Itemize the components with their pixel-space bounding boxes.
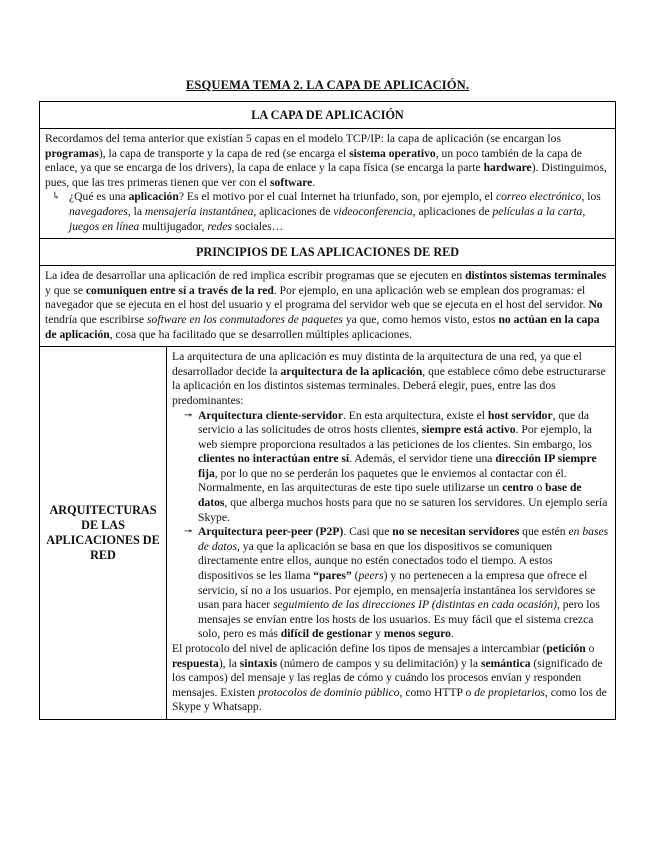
section-heading-application-layer: LA CAPA DE APLICACIÓN xyxy=(40,102,616,129)
architectures-label: ARQUITECTURAS DE LAS APLICACIONES DE RED xyxy=(40,347,167,720)
architectures-content xyxy=(167,347,616,720)
tcpip-layers-paragraph: Recordamos del tema anterior que existían 5 capas en el modelo TCP/IP: la capa de aplicación (se encargan los programas), la capa de transporte y la capa de red (se encarga el sistema operativo, un poco también de la capa de enlace, ya que se encarga de los drivers), la capa de enlace y la capa física (se encarga la parte hardware). Distinguimos, pues, que las tres primeras tienen que ver con el software. xyxy=(45,132,607,189)
principles-paragraph: La idea de desarrollar una aplicación de red implica escribir programas que se ejecuten en distintos sistemas terminales y que se comuniquen entre sí a través de la red. Por ejemplo, en una aplicación web se emplean dos programas: el navegador que se ejecuta en el host del usuario y el programa del servidor web que se ejecuta en el host del servidor. No tendría que escribirse software en los conmutadores de paquetes ya que, como hemos visto, estos no actúan en la capa de aplicación, cosa que ha facilitado que se desarrollen múltiples aplicaciones. xyxy=(45,269,607,341)
client-server-item: ↠ Arquitectura cliente-servidor. En esta arquitectura, existe el host servidor, que da servicio a las solicitudes de otros hosts clientes, siempre está activo. Por ejemplo, la web siempre proporciona resultados a las peticiones de los clientes. Sin embargo, los clientes no interactúan entre sí. Además, el servidor tiene una dirección IP siempre fija, por lo que no se perderán los paquetes que le enviemos al contactar con él. Normalmente, en las arquitecturas de este tipo suele utilizarse un centro o base de datos, que alberga muchos hosts para que no se saturen los servidores. Un ejemplo sería Skype. xyxy=(184,408,608,524)
architecture-intro-paragraph: La arquitectura de una aplicación es muy distinta de la arquitectura de una red, ya que el desarrollador decide la arquitectura de la aplicación, que establece cómo debe estructurarse la aplicación en los distintos sistemas terminales. Deberá elegir, pues, entre las dos predominantes: xyxy=(172,350,606,407)
section-heading-network-app-principles: PRINCIPIOS DE LAS APLICACIONES DE RED xyxy=(40,239,616,266)
application-layer-content xyxy=(40,129,616,239)
what-is-application-bullet: ↳ ¿Qué es una aplicación? Es el motivo por el cual Internet ha triunfado, son, por ejemplo, el correo electrónico, los navegadores, la mensajería instantánea, aplicaciones de videoconferencia, aplicaciones de películas a la carta, juegos en línea multijugador, redes sociales… xyxy=(52,190,601,233)
peer-to-peer-item: ↠ Arquitectura peer-peer (P2P). Casi que no se necesitan servidores que estén en bases de datos, ya que la aplicación se basa en que los dispositivos se comuniquen directamente entre ellos, aunque no estén conectados todo el tiempo. A estos dispositivos se les llama “pares” (peers) y no pertenecen a la empresa que ofrece el servicio, sí no a los usuarios. Por ejemplo, en mensajería instantánea los servidores se usan para hacer seguimiento de las direcciones IP (distintas en cada ocasión), pero los mensajes se envían entre los hosts de los usuarios. Es muy fácil que el sistema crezca solo, pero es más difícil de gestionar y menos seguro. xyxy=(184,525,609,641)
double-arrow-icon: ↠ xyxy=(184,409,193,421)
principles-content xyxy=(40,266,616,347)
corner-arrow-icon: ↳ xyxy=(52,191,61,203)
protocol-paragraph: El protocolo del nivel de aplicación define los tipos de mensajes a intercambiar (petición o respuesta), la sintaxis (número de campos y su delimitación) y la semántica (significado de los campos) del mensaje y las reglas de cómo y cuándo los procesos envían y responden mensajes. Existen protocolos de dominio público, como HTTP o de propietarios, como los de Skype y Whatsapp. xyxy=(172,642,607,714)
scheme-table xyxy=(39,101,616,720)
document-title: ESQUEMA TEMA 2. LA CAPA DE APLICACIÓN. xyxy=(185,78,470,92)
double-arrow-icon: ↠ xyxy=(184,526,193,538)
